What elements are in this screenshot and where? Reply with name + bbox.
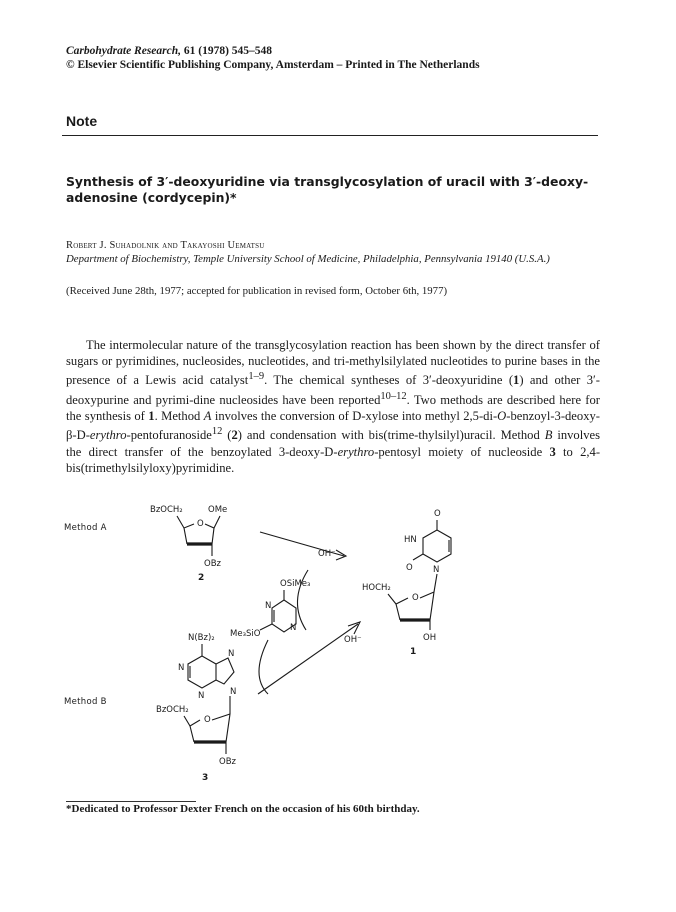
oh-minus-a: OH⁻ (318, 549, 336, 559)
svg-text:N: N (290, 623, 297, 633)
svg-text:O: O (434, 509, 441, 519)
hoch2-label: HOCH₂ (362, 583, 391, 593)
hn-label: HN (404, 535, 417, 545)
svg-text:N: N (178, 663, 185, 673)
journal-name: Carbohydrate Research, (66, 45, 181, 57)
nbz2-label: N(Bz)₂ (188, 633, 215, 643)
svg-text:O: O (412, 593, 419, 603)
footnote: *Dedicated to Professor Dexter French on the occasion of his 60th birthday. (66, 803, 420, 815)
svg-text:O: O (204, 715, 211, 725)
copyright-line: © Elsevier Scientific Publishing Company, Amsterdam – Printed in The Netherlands (66, 59, 480, 71)
me3sio-label: Me₃SiO (230, 629, 261, 639)
compound-3-number: 3 (202, 773, 209, 783)
bzoch2-label-3: BzOCH₂ (156, 705, 189, 715)
svg-text:N: N (228, 649, 235, 659)
svg-text:N: N (230, 687, 237, 697)
compound-1-structure (362, 509, 451, 657)
footnote-rule (66, 801, 196, 802)
compound-2-structure (150, 505, 227, 583)
article-title: Synthesis of 3′-deoxyuridine via transglycosylation of uracil with 3′-deoxy-adenosine (cordycepin)* (66, 174, 589, 205)
compound-2-number: 2 (198, 573, 205, 583)
bzoch2-label: BzOCH₂ (150, 505, 183, 515)
reaction-arrow-b (258, 624, 358, 694)
svg-text:N: N (433, 565, 440, 575)
compound-1-number: 1 (410, 647, 417, 657)
ref-12: 12 (211, 426, 223, 438)
svg-text:O: O (406, 563, 413, 573)
svg-text:O: O (197, 519, 204, 529)
svg-text:N: N (265, 601, 272, 611)
section-label: Note (66, 113, 98, 129)
page-header (66, 44, 480, 72)
journal-citation: 61 (1978) 545–548 (181, 45, 273, 57)
osime3-label: OSiMe₃ (280, 579, 311, 589)
svg-text:N: N (198, 691, 205, 701)
header-rule (62, 135, 598, 136)
method-b-label: Method B (64, 697, 107, 707)
received-dates: (Received June 28th, 1977; accepted for publication in revised form, October 6th, 1977) (66, 285, 448, 297)
paragraph-1: The intermolecular nature of the transglycosylation reaction has been shown by the direct transfer of sugars or pyrimidines, nucleosides, nucleotides, and tri-methylsilylated nucleotides to purine bases in the presence of a Lewis acid catalyst$^{1-9}$. The chemical syntheses of 3′-deoxyuridine (1) and other 3′-deoxypurine and pyrimi-dine nucleosides have been reported$^{10-12}$. Two methods are described here for the synthesis of 1. Method A involves the conversion of D-xylose into methyl 2,5-di-O-benzoyl-3-deoxy-β-D-erythro-pentofuranoside$^{12}$ (2) and condensation with bis(trime-thylsilyl)uracil. Method B involves the direct transfer of the benzoylated 3-deoxy-D-erythro-pentosyl moiety of nucleoside 3 to 2,4-bis(trimethylsilyloxy)pyrimidine. (66, 338, 601, 475)
ome-label: OMe (208, 505, 228, 515)
curved-arrow-bottom (259, 640, 268, 694)
obz-label-2: OBz (204, 559, 221, 569)
author-line: Robert J. Suhadolnik and Takayoshi Uematsu (66, 240, 265, 251)
oh-label-1: OH (423, 633, 437, 643)
affiliation: Department of Biochemistry, Temple University School of Medicine, Philadelphia, Pennsylvania 19140 (U.S.A.) (66, 253, 550, 265)
body-text (66, 337, 600, 476)
oh-minus-b: OH⁻ (344, 635, 362, 645)
obz-label-3: OBz (219, 757, 236, 767)
ref-1-9: 1–9 (248, 371, 265, 383)
method-a-label: Method A (64, 523, 107, 533)
reaction-scheme (62, 498, 622, 798)
compound-3-structure (156, 633, 237, 783)
ref-10-12: 10–12 (380, 390, 407, 402)
